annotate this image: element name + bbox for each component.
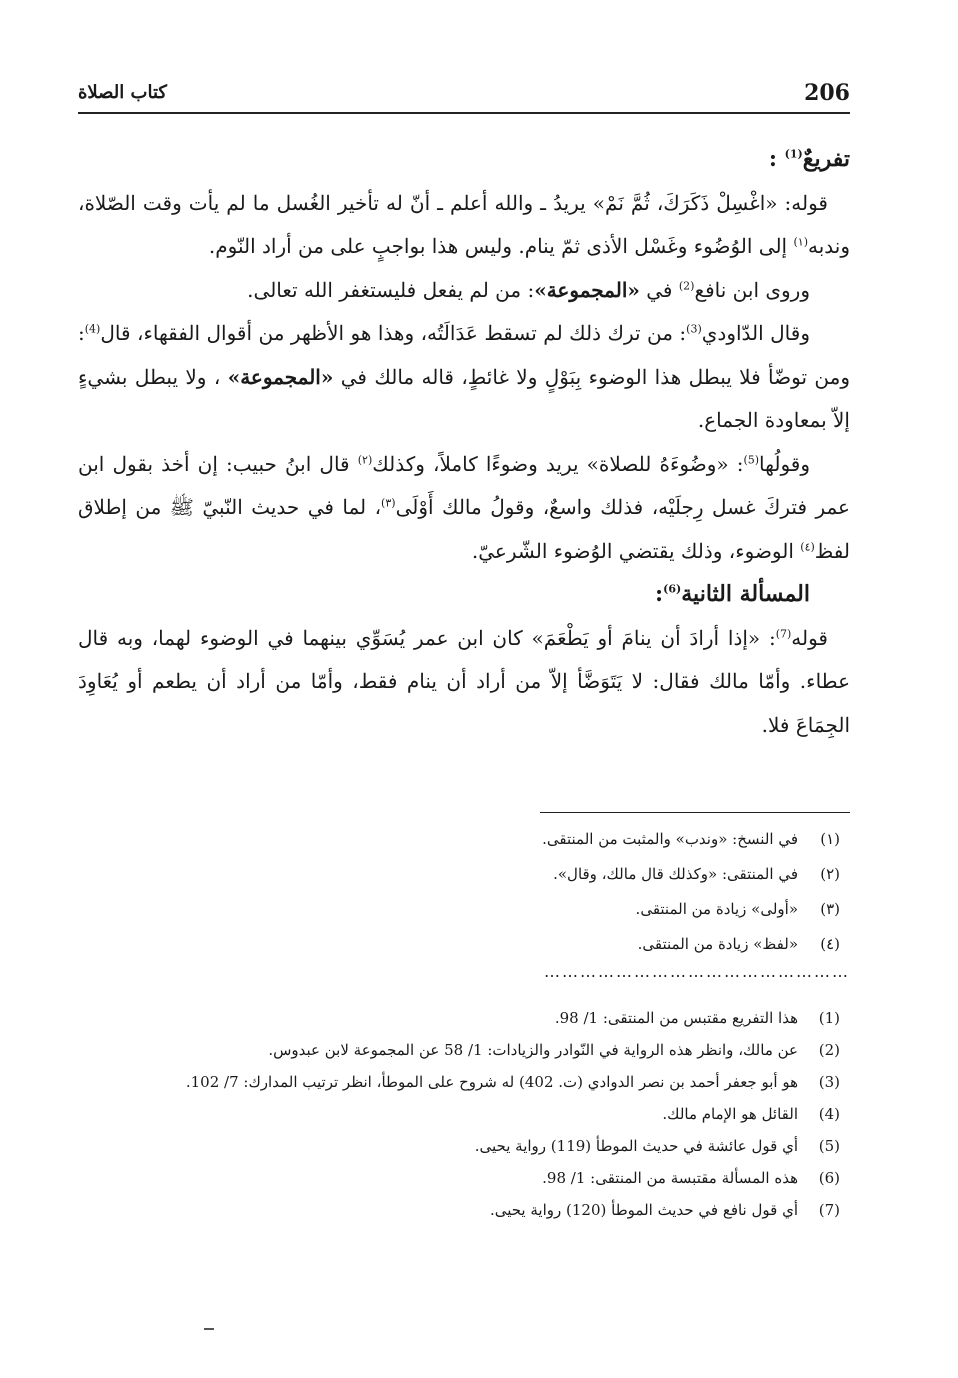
page-header [78,78,850,114]
footnote-ref: (5) [743,452,760,466]
paragraph-5: قوله$^{(7)}$: «إذا أرادَ أن ينامَ أو يَطْعَمَ» كان ابن عمر يُسَوِّي بينهما في الوضوء لهما، وبه قال عطاء. وأمّا مالك فقال: لا يَتَوَضَّأ إلاّ من أراد أن ينام فقط، وأمّا من أراد أن يطعم أو يُعَاوِدَ الجِمَاعَ فلا. [78,625,851,737]
footnote-item: (4) القائل هو الإمام مالك. [662,1105,840,1123]
edition-footnotes [78,822,850,962]
footnote-ref: (4) [84,322,101,336]
footnote-item: (7) أي قول نافع في حديث الموطأ (120) رواية يحيى. [489,1201,840,1219]
dotted-separator: …………………………………………… [544,962,850,981]
section-heading-1: تفريعٌ$^{(1)}$ : [768,146,850,172]
footnote-item: (٣) «أولى» زيادة من المنتقى. [635,900,840,918]
paragraph-4: وقولُها$^{(5)}$: «وضُوءَهُ للصلاة» يريد وضوءًا كاملاً، وكذلك$^{(٢)}$ قال ابنُ حبيب: إن أخذ بقول ابن عمر فتركَ غسل رِجلَيْه، فذلك واسعٌ، وقولُ مالك أَوْلَى$^{(٣)}$، لما في حديث النّبيّ ﷺ من إطلاق لفظ$^{(٤)}$ الوضوء، وذلك يقتضي الوُضوء الشّرعيّ. [78,451,850,563]
paragraph-1: قوله: «اغْسِلْ ذَكَرَكَ، ثُمَّ نَمْ» يريدُ ـ والله أعلم ـ أنّ له تأخير الغُسل ما لم يأت وقت الصّلاة، وندبه$^{(١)}$ إلى الوُضُوء وغَسْل الأذى ثمّ ينام. وليس هذا بواجبٍ على من أراد النّوم. [78,190,850,258]
footnote-ref: (٤) [800,539,815,553]
main-text [78,138,850,747]
footnote-item: (١) في النسخ: «وندب» والمثبت من المنتقى. [542,830,840,848]
section-heading-2: المسألة الثانية$^{(6)}$: [655,581,810,607]
footnote-ref: (7) [775,626,792,640]
footnote-ref: (٢) [357,452,373,466]
footnote-ref: (6) [663,582,682,596]
footnote-item: (3) هو أبو جعفر أحمد بن نصر الدوادي (ت. 402) له شروح على الموطأ، انظر ترتيب المدارك: 7/ 102. [185,1073,840,1091]
footnote-ref: (1) [784,147,803,161]
running-title: كتاب الصلاة [78,82,167,103]
footnote-rule [540,812,850,813]
footnote-item: (1) هذا التفريع مقتبس من المنتقى: 1/ 98. [554,1009,840,1027]
footnote-ref: (٣) [381,496,396,510]
footnote-item: (٢) في المنتقى: «وكذلك قال مالك، وقال». [553,865,840,883]
footnote-item: (5) أي قول عائشة في حديث الموطأ (119) رواية يحيى. [474,1137,840,1155]
footnote-item: (6) هذه المسألة مقتبسة من المنتقى: 1/ 98. [542,1169,840,1187]
footnote-ref: (2) [678,278,695,292]
scan-mark [204,1328,214,1330]
page-number: 206 [804,80,850,106]
footnote-ref: (١) [793,235,808,249]
paragraph-2: وروى ابن نافع$^{(2)}$ في «المجموعة»: من لم يفعل فليستغفر الله تعالى. [247,277,810,302]
footnote-item: (٤) «لفظ» زيادة من المنتقى. [637,935,840,953]
footnote-item: (2) عن مالك، وانظر هذه الرواية في النّوادر والزيادات: 1/ 58 عن المجموعة لابن عبدوس. [268,1041,840,1059]
footnote-ref: (3) [686,322,702,336]
editor-footnotes [78,1002,850,1226]
paragraph-3: وقال الدّاودي$^{(3)}$: من ترك ذلك لم تسقط عَدَالَتُه، وهذا هو الأظهر من أقوال الفقهاء، قال$^{(4)}$: ومن توضّأ فلا يبطل هذا الوضوء بِبَوْلٍ ولا غائطٍ، قاله مالك في «المجموعة» ، ولا يبطل بشيءٍ إلاّ بمعاودة الجماع. [78,321,850,432]
